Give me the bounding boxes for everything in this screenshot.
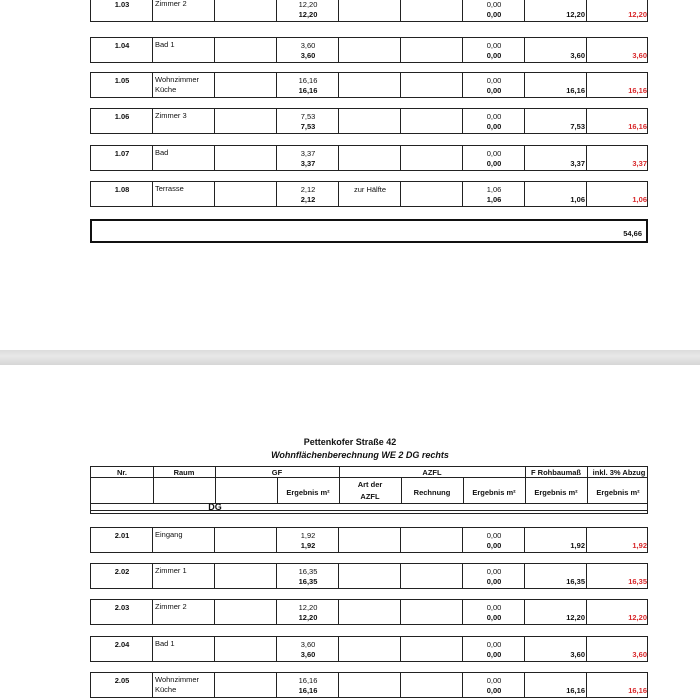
abzug-result: 16,16 — [628, 86, 647, 95]
header-abzug: inkl. 3% Abzug — [592, 468, 646, 477]
azfl-result: 0,00 — [486, 10, 502, 19]
room-name: Zimmer 2 — [155, 0, 187, 8]
floor-label: DG — [208, 502, 222, 512]
abzug-result: 12,20 — [628, 10, 647, 19]
azfl-result: 1,06 — [486, 195, 502, 204]
room-number: 2.04 — [114, 640, 130, 649]
room-number: 1.04 — [114, 41, 130, 50]
abzug-result: 3,60 — [632, 51, 647, 60]
room-number: 2.05 — [114, 676, 130, 685]
azfl-value: 0,00 — [486, 149, 502, 158]
rohbau-result: 12,20 — [566, 10, 585, 19]
table-row — [90, 145, 648, 171]
azfl-result: 0,00 — [486, 541, 502, 550]
rohbau-result: 12,20 — [566, 613, 585, 622]
header-rohbau: F Rohbaumaß — [531, 468, 581, 477]
table-row — [90, 599, 648, 625]
azfl-value: 0,00 — [486, 603, 502, 612]
header-rechnung: Rechnung — [413, 488, 451, 497]
gf-value: 1,92 — [300, 531, 316, 540]
room-number: 1.03 — [114, 0, 130, 9]
rohbau-result: 3,37 — [570, 159, 585, 168]
azfl-value: 0,00 — [486, 676, 502, 685]
azfl-value: 1,06 — [486, 185, 502, 194]
abzug-result: 16,16 — [628, 122, 647, 131]
gf-value: 16,35 — [298, 567, 318, 576]
table-row — [90, 72, 648, 98]
total-row — [90, 219, 648, 243]
abzug-result: 3,60 — [632, 650, 647, 659]
room-name: Zimmer 3 — [155, 111, 187, 120]
azfl-value: 0,00 — [486, 41, 502, 50]
gf-value: 12,20 — [298, 603, 318, 612]
page-separator — [0, 350, 700, 365]
header-azfl: AZFL — [422, 468, 442, 477]
room-number: 1.06 — [114, 112, 130, 121]
gf-value: 3,60 — [300, 640, 316, 649]
azfl-result: 0,00 — [486, 650, 502, 659]
table-row — [90, 563, 648, 589]
abzug-result: 16,35 — [628, 577, 647, 586]
azfl-value: 0,00 — [486, 640, 502, 649]
rohbau-result: 1,06 — [570, 195, 585, 204]
table-row — [90, 37, 648, 63]
gf-result: 7,53 — [300, 122, 316, 131]
room-number: 2.02 — [114, 567, 130, 576]
room-name: Küche — [155, 685, 177, 694]
room-name: Wohnzimmer — [155, 675, 200, 684]
abzug-result: 3,37 — [632, 159, 647, 168]
azfl-result: 0,00 — [486, 86, 502, 95]
document-subtitle: Wohnflächenberechnung WE 2 DG rechts — [271, 450, 449, 460]
gf-value: 3,60 — [300, 41, 316, 50]
abzug-result: 16,16 — [628, 686, 647, 695]
rohbau-result: 7,53 — [570, 122, 585, 131]
azfl-value: 0,00 — [486, 531, 502, 540]
room-name: Wohnzimmer — [155, 75, 200, 84]
room-number: 2.03 — [114, 603, 130, 612]
header-gf: GF — [271, 468, 283, 477]
azfl-result: 0,00 — [486, 613, 502, 622]
table-row — [90, 527, 648, 553]
header-gf-ergebnis: Ergebnis m² — [286, 488, 330, 497]
header-abzug-ergebnis: Ergebnis m² — [596, 488, 640, 497]
room-name: Zimmer 1 — [155, 566, 187, 575]
rohbau-result: 16,35 — [566, 577, 585, 586]
azfl-type: zur Hälfte — [353, 185, 387, 194]
table-row — [90, 636, 648, 662]
room-number: 1.08 — [114, 185, 130, 194]
room-name: Bad 1 — [155, 40, 175, 49]
room-name: Terrasse — [155, 184, 184, 193]
header-art-line1: Art der — [357, 480, 383, 489]
gf-result: 3,60 — [300, 51, 316, 60]
room-number: 1.05 — [114, 76, 130, 85]
gf-result: 16,16 — [298, 86, 318, 95]
room-name: Eingang — [155, 530, 183, 539]
abzug-result: 1,06 — [632, 195, 647, 204]
abzug-result: 12,20 — [628, 613, 647, 622]
table-row — [90, 0, 648, 22]
gf-result: 3,60 — [300, 650, 316, 659]
room-name: Bad — [155, 148, 169, 157]
room-name: Küche — [155, 85, 177, 94]
total-value: 54,66 — [623, 229, 642, 238]
gf-result: 12,20 — [298, 613, 318, 622]
rohbau-result: 1,92 — [570, 541, 585, 550]
header-raum: Raum — [173, 468, 195, 477]
room-name: Bad 1 — [155, 639, 175, 648]
gf-result: 3,37 — [300, 159, 316, 168]
header-azfl-ergebnis: Ergebnis m² — [472, 488, 516, 497]
table-row — [90, 672, 648, 698]
azfl-result: 0,00 — [486, 51, 502, 60]
table-header — [90, 466, 648, 514]
gf-result: 16,35 — [298, 577, 318, 586]
header-art-line2: AZFL — [360, 492, 380, 501]
abzug-result: 1,92 — [632, 541, 647, 550]
room-number: 2.01 — [114, 531, 130, 540]
gf-value: 16,16 — [298, 676, 318, 685]
document-title: Pettenkofer Straße 42 — [303, 437, 397, 447]
header-nr: Nr. — [116, 468, 127, 477]
room-number: 1.07 — [114, 149, 130, 158]
room-name: Zimmer 2 — [155, 602, 187, 611]
rohbau-result: 16,16 — [566, 86, 585, 95]
gf-value: 3,37 — [300, 149, 316, 158]
rohbau-result: 3,60 — [570, 51, 585, 60]
rohbau-result: 16,16 — [566, 686, 585, 695]
azfl-value: 0,00 — [486, 112, 502, 121]
azfl-value: 0,00 — [486, 567, 502, 576]
gf-result: 1,92 — [300, 541, 316, 550]
gf-value: 7,53 — [300, 112, 316, 121]
azfl-result: 0,00 — [486, 159, 502, 168]
rohbau-result: 3,60 — [570, 650, 585, 659]
table-row — [90, 181, 648, 207]
azfl-value: 0,00 — [486, 0, 502, 9]
gf-result: 16,16 — [298, 686, 318, 695]
gf-value: 16,16 — [298, 76, 318, 85]
azfl-result: 0,00 — [486, 577, 502, 586]
header-rohbau-ergebnis: Ergebnis m² — [534, 488, 578, 497]
azfl-value: 0,00 — [486, 76, 502, 85]
gf-value: 2,12 — [300, 185, 316, 194]
gf-value: 12,20 — [298, 0, 318, 9]
gf-result: 12,20 — [298, 10, 318, 19]
azfl-result: 0,00 — [486, 686, 502, 695]
table-row — [90, 108, 648, 134]
gf-result: 2,12 — [300, 195, 316, 204]
azfl-result: 0,00 — [486, 122, 502, 131]
